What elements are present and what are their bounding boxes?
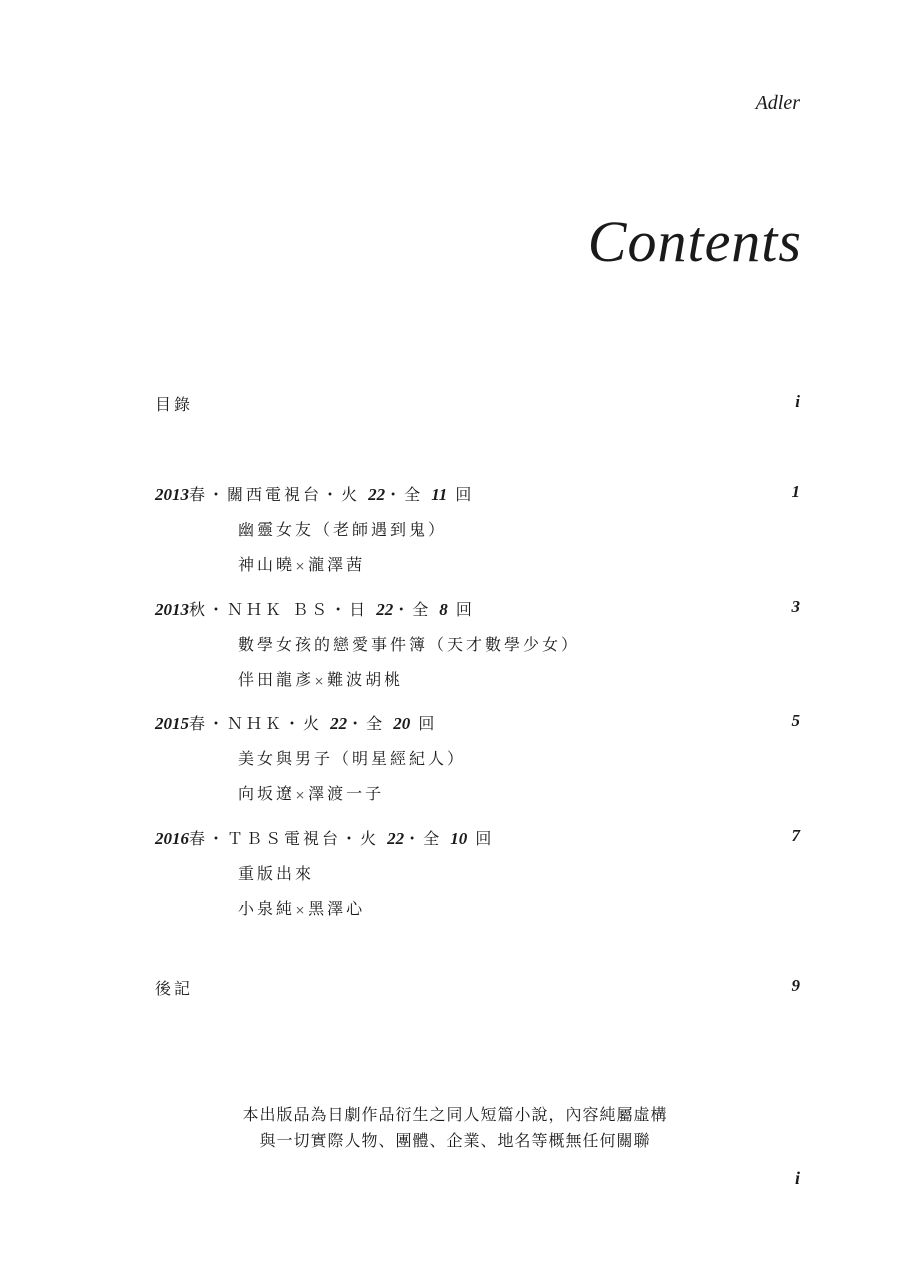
entry-unit: 回 — [455, 485, 475, 504]
cross-icon: × — [295, 788, 309, 802]
entry-broadcast: 秋・ＮＨＫ ＢＳ・日 — [189, 600, 369, 619]
entry-broadcast: 春・ＮＨＫ・火 — [189, 714, 323, 733]
cross-icon: × — [314, 674, 328, 688]
entry-work-title: 數學女孩的戀愛事件簿（天才數學少女） — [238, 635, 581, 654]
entry-unit: 回 — [455, 600, 475, 619]
entry-episodes: 11 — [431, 485, 448, 504]
toc-entry-2[interactable] — [155, 597, 800, 621]
pairing-character-a: 向坂遼 — [238, 784, 296, 803]
entry-total: ・全 — [393, 600, 432, 619]
page-title: Contents — [587, 209, 802, 274]
toc-page-number: 9 — [791, 976, 800, 995]
pairing-character-a: 神山曉 — [238, 555, 296, 574]
entry-total: ・全 — [404, 829, 443, 848]
entry-year: 2015 — [155, 714, 189, 733]
toc-label: 目錄 — [155, 395, 194, 414]
entry-unit: 回 — [475, 829, 495, 848]
toc-entry-heading — [155, 826, 494, 849]
cross-icon: × — [295, 903, 309, 917]
entry-year: 2013 — [155, 600, 189, 619]
entry-broadcast: 春・關西電視台・火 — [189, 485, 361, 504]
pairing-character-b: 瀧澤茜 — [308, 555, 366, 574]
entry-pairing — [238, 896, 365, 919]
entry-work-title: 幽靈女友（老師遇到鬼） — [238, 520, 448, 539]
toc-entry-3[interactable] — [155, 711, 800, 735]
toc-page-number: 7 — [791, 826, 800, 845]
cross-icon: × — [295, 559, 309, 573]
entry-pairing — [238, 552, 365, 575]
entry-year: 2016 — [155, 829, 189, 848]
entry-hour: 22 — [376, 600, 394, 619]
entry-work-title: 美女與男子（明星經紀人） — [238, 749, 467, 768]
page-number: i — [794, 1168, 800, 1188]
entry-hour: 22 — [387, 829, 405, 848]
entry-work-title: 重版出來 — [238, 864, 315, 883]
toc-entry-1[interactable] — [155, 482, 800, 506]
toc-entry-heading — [155, 597, 475, 620]
toc-entry-heading — [155, 711, 437, 734]
entry-broadcast: 春・ＴＢＳ電視台・火 — [189, 829, 380, 848]
entry-unit: 回 — [418, 714, 438, 733]
toc-page-number: 3 — [791, 597, 800, 616]
toc-entry-afterword[interactable] — [155, 976, 800, 1000]
toc-entry-contents[interactable] — [155, 392, 800, 416]
toc-page-number: 5 — [791, 711, 800, 730]
entry-total: ・全 — [385, 485, 424, 504]
toc-entry-heading — [155, 482, 474, 505]
author-name: Adler — [755, 92, 800, 114]
pairing-character-a: 小泉純 — [238, 899, 296, 918]
entry-episodes: 20 — [393, 714, 411, 733]
entry-year: 2013 — [155, 485, 189, 504]
entry-episodes: 10 — [450, 829, 468, 848]
entry-hour: 22 — [368, 485, 386, 504]
pairing-character-a: 伴田龍彥 — [238, 670, 315, 689]
entry-pairing — [238, 667, 403, 690]
entry-total: ・全 — [347, 714, 386, 733]
pairing-character-b: 澤渡一子 — [308, 784, 385, 803]
entry-episodes: 8 — [439, 600, 448, 619]
disclaimer-line-2: 與一切實際人物、團體、企業、地名等概無任何關聯 — [259, 1131, 651, 1150]
toc-page-number: 1 — [791, 482, 800, 501]
pairing-character-b: 難波胡桃 — [327, 670, 404, 689]
toc-entry-4[interactable] — [155, 826, 800, 850]
entry-hour: 22 — [330, 714, 348, 733]
disclaimer-line-1: 本出版品為日劇作品衍生之同人短篇小說，內容純屬虛構 — [242, 1105, 668, 1124]
entry-pairing — [238, 781, 384, 804]
toc-label: 後記 — [155, 979, 194, 998]
pairing-character-b: 黑澤心 — [308, 899, 366, 918]
toc-page-number: i — [795, 392, 800, 411]
